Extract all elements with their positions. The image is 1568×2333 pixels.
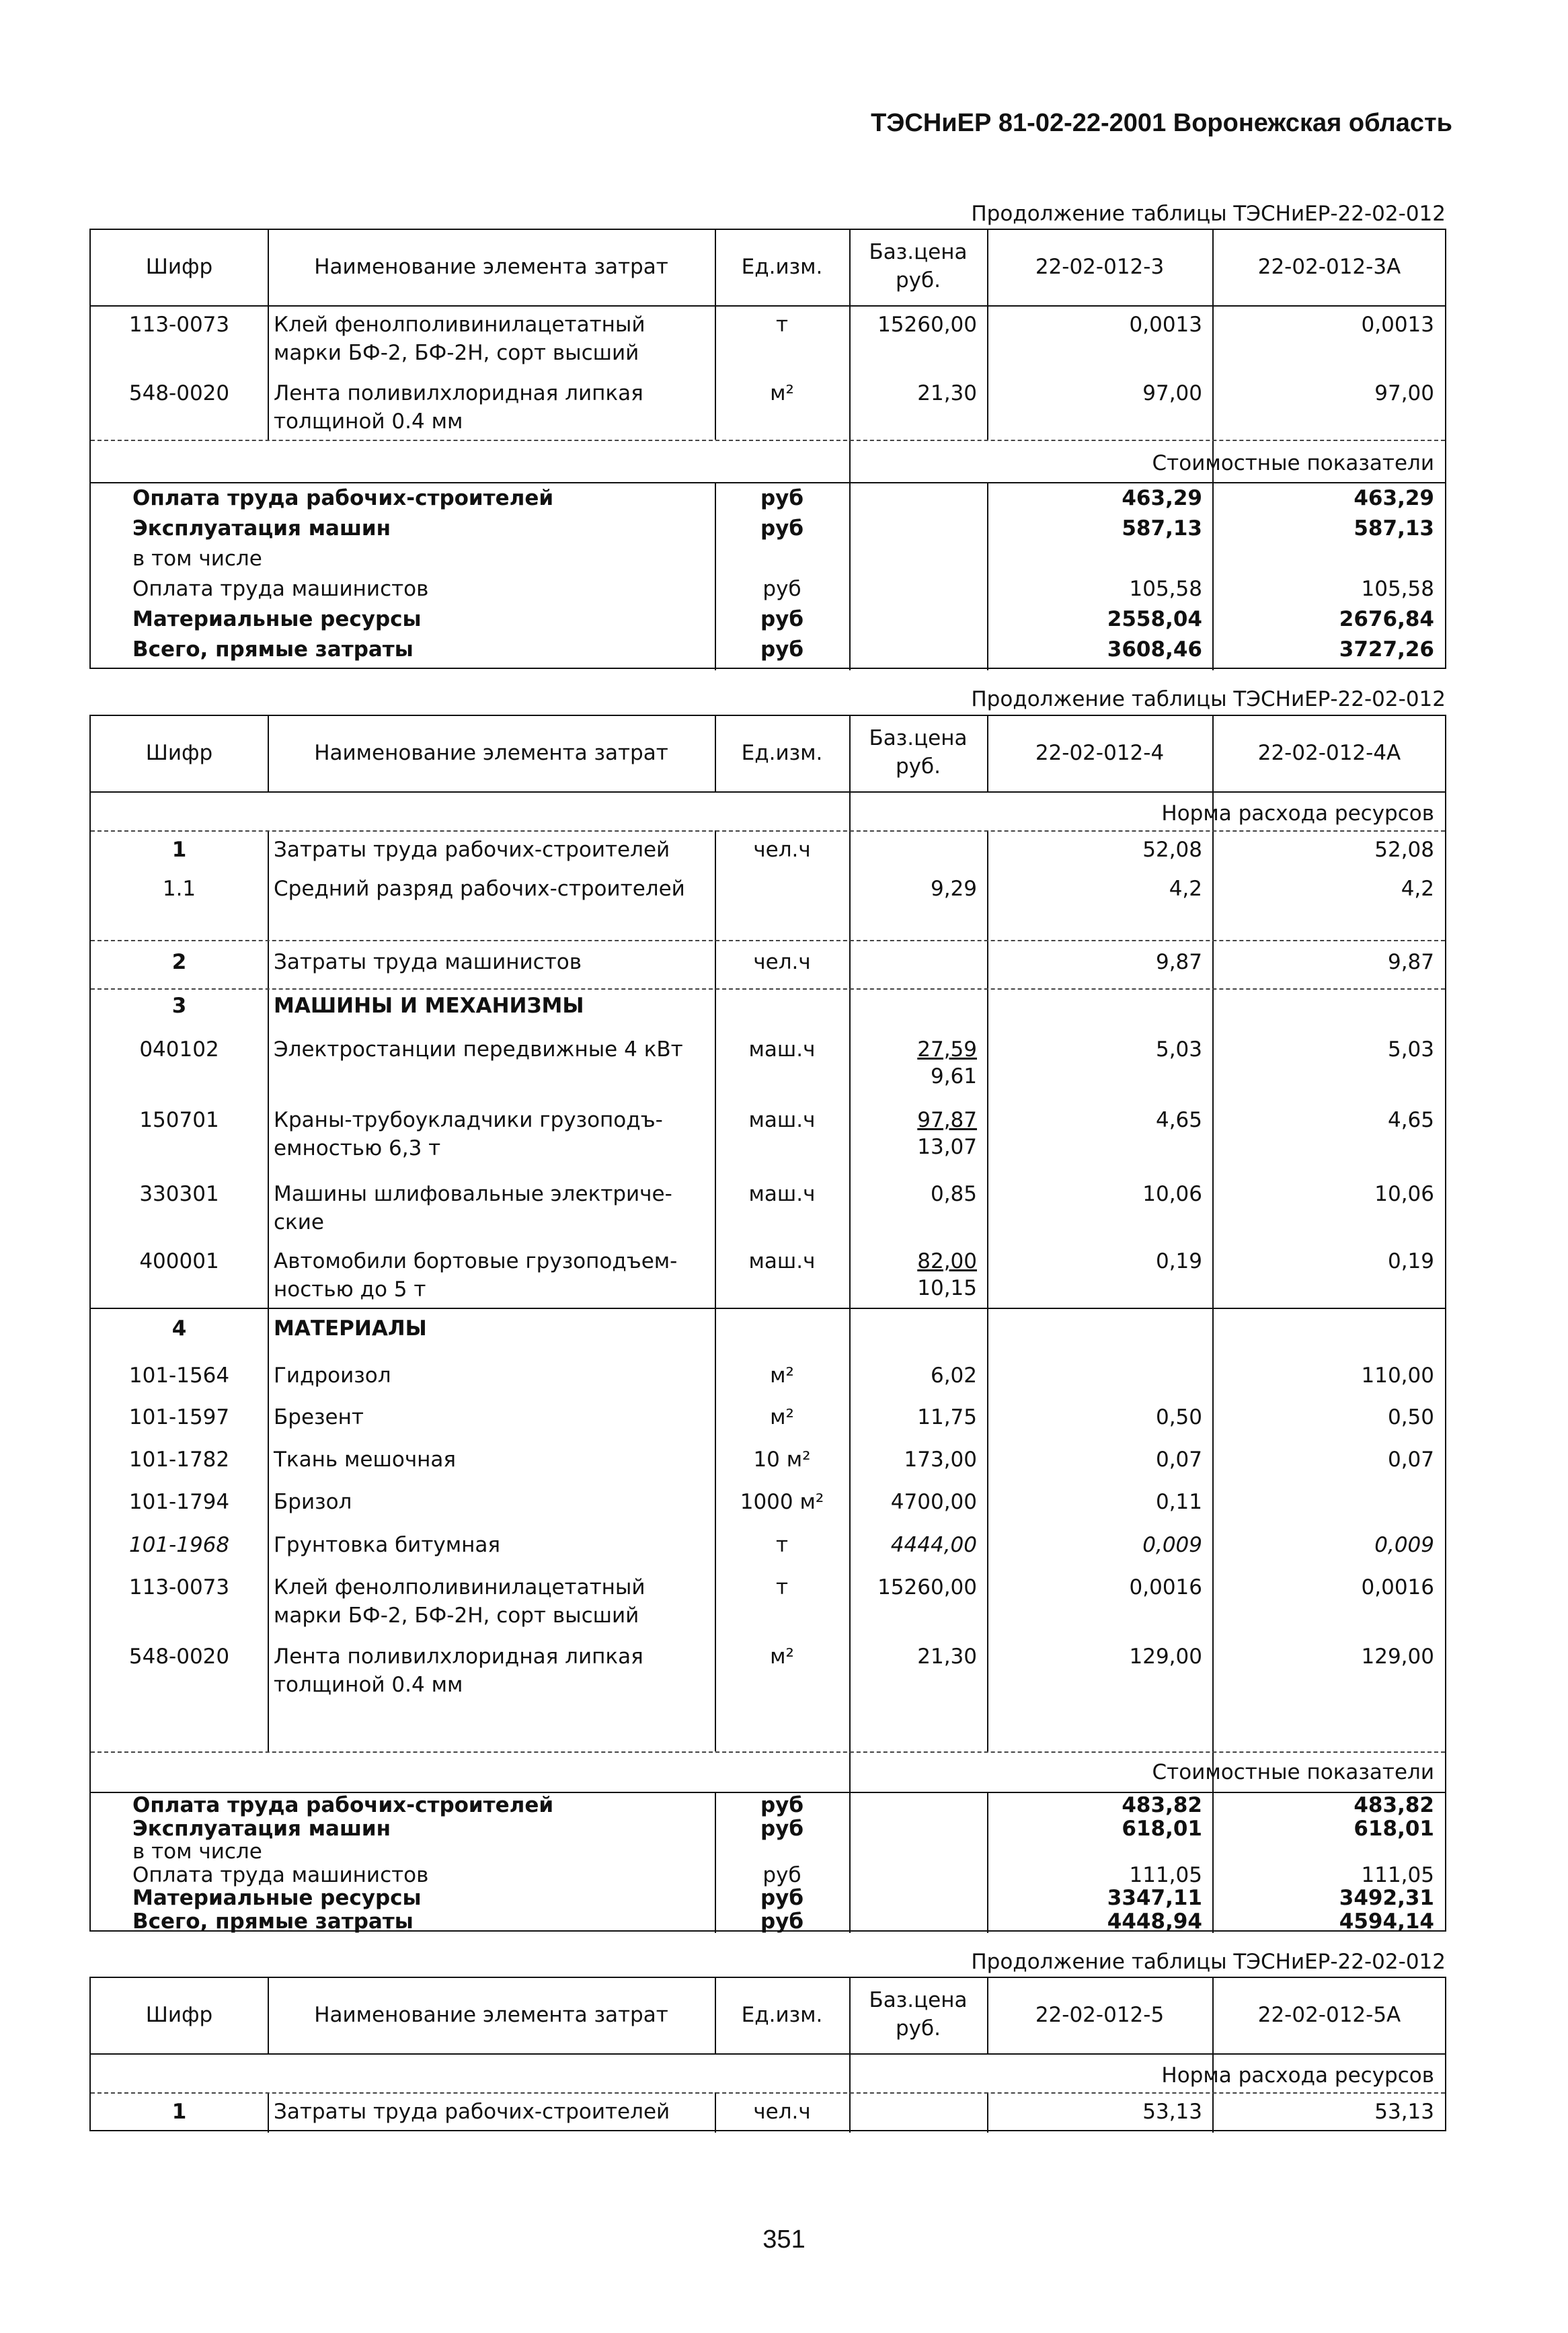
cost-value-b: 3492,31 — [1339, 1886, 1434, 1910]
cost-value-a: 463,29 — [1122, 486, 1202, 510]
row-code: 101-1782 — [128, 1448, 230, 1472]
col-header-code: Шифр — [145, 2003, 213, 2027]
row-name: Электростанции передвижные 4 кВт — [274, 1037, 683, 1062]
row-value-a: 0,19 — [1155, 1249, 1202, 1273]
cost-value-a: 111,05 — [1129, 1863, 1202, 1887]
cost-header: Стоимостные показатели — [1152, 451, 1434, 475]
cost-unit: руб — [760, 1793, 804, 1817]
row-name: Клей фенолполивинилацетатный марки БФ-2, БФ-2Н, сорт высший — [274, 1575, 645, 1628]
row-code: 330301 — [139, 1182, 219, 1206]
row-unit: м² — [770, 1645, 794, 1669]
cost-value-b: 618,01 — [1354, 1817, 1434, 1841]
row-name: Ткань мешочная — [274, 1448, 457, 1472]
row-price: 4700,00 — [890, 1490, 977, 1514]
cost-name: Оплата труда рабочих-строителей — [132, 1793, 554, 1817]
row-code: 101-1968 — [128, 1533, 230, 1557]
row-code: 1.1 — [162, 877, 196, 901]
row-code: 2 — [171, 950, 187, 974]
col-header-name: Наименование элемента затрат — [314, 2003, 668, 2027]
col-header-unit: Ед.изм. — [741, 255, 823, 279]
row-value-b: 52,08 — [1374, 838, 1434, 862]
cost-value-b: 463,29 — [1354, 486, 1434, 510]
cost-value-a: 483,82 — [1122, 1793, 1202, 1817]
row-code: 548-0020 — [128, 1645, 230, 1669]
cost-name: Материальные ресурсы — [132, 607, 422, 631]
row-value-a: 9,87 — [1155, 950, 1202, 974]
row-name: Автомобили бортовые грузоподъем- ностью до 5 т — [274, 1249, 678, 1302]
cost-value-a: 105,58 — [1129, 577, 1202, 601]
row-value-a: 0,07 — [1155, 1448, 1202, 1472]
col-header-a: 22-02-012-3 — [1035, 255, 1165, 279]
cost-value-b: 587,13 — [1354, 516, 1434, 541]
row-price: 97,87 — [917, 1108, 977, 1132]
row-value-b: 0,07 — [1387, 1448, 1434, 1472]
norm-header: Норма расхода ресурсов — [1161, 801, 1434, 826]
table-1: Шифр Наименование элемента затрат Ед.изм. Баз.цена руб. 22-02-012-3 22-02-012-3А 113-0073 Клей фенолполивинилацетатный марки БФ-2, БФ-2Н, сорт высший т 15260,00 0,0013 0,0013 548-0020 Лента поливилхлоридная липкая толщиной 0.4 мм м² 21,30 97,00 97,00 Стоимостные показатели Оплата труда рабочих-строителей руб 463,29 463,29 Эксплуатация машин руб 587,13 587,13 в том числе Оплата труда машинистов руб 105,58 105,58 Материальные ресурсы руб 2558,04 2676,84 Всего, прямые затраты руб 3608,46 3727,26 — [89, 229, 1446, 669]
cost-unit: руб — [760, 1817, 804, 1841]
row-value-a: 0,009 — [1142, 1533, 1202, 1557]
row-value-a: 10,06 — [1142, 1182, 1202, 1206]
page-number: 351 — [762, 2225, 806, 2254]
row-value-b: 9,87 — [1387, 950, 1434, 974]
row-name: Машины шлифовальные электриче- ские — [274, 1182, 672, 1234]
col-header-unit: Ед.изм. — [741, 741, 823, 765]
cost-value-b: 483,82 — [1354, 1793, 1434, 1817]
cost-name: Всего, прямые затраты — [132, 637, 414, 662]
cost-name: Материальные ресурсы — [132, 1886, 422, 1910]
row-price: 6,02 — [930, 1363, 977, 1388]
row-unit: чел.ч — [753, 950, 811, 974]
row-value-a: 0,50 — [1155, 1405, 1202, 1429]
cost-name: в том числе — [132, 1840, 262, 1864]
row-value-b: 110,00 — [1361, 1363, 1434, 1388]
cost-value-a: 618,01 — [1122, 1817, 1202, 1841]
col-header-price: Баз.цена руб. — [869, 1988, 968, 2041]
cost-name: Всего, прямые затраты — [132, 1909, 414, 1934]
row-value-a: 5,03 — [1155, 1037, 1202, 1062]
table-2 — [89, 715, 1446, 1932]
row-unit: маш.ч — [748, 1182, 816, 1206]
row-name: Средний разряд рабочих-строителей — [274, 877, 685, 901]
row-value-a: 4,65 — [1155, 1108, 1202, 1132]
row-code: 040102 — [139, 1037, 219, 1062]
row-code: 101-1564 — [128, 1363, 230, 1388]
row-unit: маш.ч — [748, 1249, 816, 1273]
row-code: 101-1794 — [128, 1490, 230, 1514]
row-price: 27,59 — [917, 1037, 977, 1062]
row-value-b: 129,00 — [1361, 1645, 1434, 1669]
cost-value-a: 2558,04 — [1107, 607, 1202, 631]
row-code: 1 — [171, 838, 187, 862]
row-name: Гидроизол — [274, 1363, 391, 1388]
row-value-b: 0,009 — [1374, 1533, 1434, 1557]
row-value-b: 4,65 — [1387, 1108, 1434, 1132]
col-header-price: Баз.цена руб. — [869, 240, 968, 292]
table-caption: Продолжение таблицы ТЭСНиЕР-22-02-012 — [971, 202, 1446, 226]
row-value-b: 10,06 — [1374, 1182, 1434, 1206]
cost-value-b: 105,58 — [1361, 577, 1434, 601]
cost-value-b: 3727,26 — [1339, 637, 1434, 662]
row-name: МАТЕРИАЛЫ — [274, 1316, 427, 1341]
row-code: 3 — [171, 994, 187, 1018]
row-code: 4 — [171, 1316, 187, 1341]
row-unit: чел.ч — [753, 838, 811, 862]
col-header-unit: Ед.изм. — [741, 2003, 823, 2027]
col-header-code: Шифр — [145, 741, 213, 765]
col-header-a: 22-02-012-4 — [1035, 741, 1165, 765]
row-unit: маш.ч — [748, 1108, 816, 1132]
row-price: 173,00 — [904, 1448, 977, 1472]
row-value-b: 0,0016 — [1361, 1575, 1434, 1599]
cost-value-b: 111,05 — [1361, 1863, 1434, 1887]
col-header-code: Шифр — [145, 255, 213, 279]
cost-value-a: 587,13 — [1122, 516, 1202, 541]
cost-value-a: 4448,94 — [1107, 1909, 1202, 1934]
col-header-b: 22-02-012-4А — [1257, 741, 1401, 765]
row-value-a: 0,0016 — [1129, 1575, 1202, 1599]
row-price-machinist: 10,15 — [917, 1276, 977, 1300]
row-value-b: 0,50 — [1387, 1405, 1434, 1429]
col-header-b: 22-02-012-5А — [1257, 2003, 1401, 2027]
page-header-title: ТЭСНиЕР 81-02-22-2001 Воронежская область — [871, 109, 1452, 137]
row-value-a: 0,11 — [1155, 1490, 1202, 1514]
row-price: 4444,00 — [890, 1533, 977, 1557]
col-header-a: 22-02-012-5 — [1035, 2003, 1165, 2027]
row-unit: м² — [770, 1405, 794, 1429]
cost-unit: руб — [760, 637, 804, 662]
cost-name: Оплата труда машинистов — [132, 577, 429, 601]
cost-unit: руб — [762, 577, 801, 601]
norm-header: Норма расхода ресурсов — [1161, 2063, 1434, 2088]
cost-value-a: 3347,11 — [1107, 1886, 1202, 1910]
table-3: Шифр Наименование элемента затрат Ед.изм. Баз.цена руб. 22-02-012-5 22-02-012-5А Норма расхода ресурсов 1 Затраты труда рабочих-строителей чел.ч 53,13 53,13 — [89, 1977, 1446, 2131]
row-code: 150701 — [139, 1108, 219, 1132]
cost-unit: руб — [760, 1909, 804, 1934]
row-unit: 10 м² — [753, 1448, 811, 1472]
cost-unit: руб — [760, 607, 804, 631]
row-unit: т — [775, 1575, 789, 1599]
row-price: 21,30 — [917, 1645, 977, 1669]
row-name: Затраты труда рабочих-строителей — [274, 838, 670, 862]
row-code: 101-1597 — [128, 1405, 230, 1429]
row-name: Бризол — [274, 1490, 352, 1514]
cost-unit: руб — [760, 1886, 804, 1910]
row-value-b: 5,03 — [1387, 1037, 1434, 1062]
row-value-a: 4,2 — [1169, 877, 1202, 901]
row-code: 113-0073 — [128, 1575, 230, 1599]
row-name: МАШИНЫ И МЕХАНИЗМЫ — [274, 994, 584, 1018]
row-unit: м² — [770, 1363, 794, 1388]
row-price: 82,00 — [917, 1249, 977, 1273]
cost-value-a: 3608,46 — [1107, 637, 1202, 662]
cost-unit: руб — [762, 1863, 801, 1887]
cost-unit: руб — [760, 486, 804, 510]
row-value-b: 0,19 — [1387, 1249, 1434, 1273]
row-unit: маш.ч — [748, 1037, 816, 1062]
table-caption: Продолжение таблицы ТЭСНиЕР-22-02-012 — [971, 1950, 1446, 1974]
cost-name: Оплата труда рабочих-строителей — [132, 486, 554, 510]
row-name: Грунтовка битумная — [274, 1533, 501, 1557]
row-value-a: 129,00 — [1129, 1645, 1202, 1669]
cost-header: Стоимостные показатели — [1152, 1760, 1434, 1784]
row-code: 400001 — [139, 1249, 219, 1273]
row-price-machinist: 9,61 — [930, 1064, 977, 1089]
cost-value-b: 4594,14 — [1339, 1909, 1434, 1934]
row-price: 9,29 — [930, 877, 977, 901]
cost-value-b: 2676,84 — [1339, 607, 1434, 631]
col-header-price: Баз.цена руб. — [869, 726, 968, 779]
cost-unit: руб — [760, 516, 804, 541]
row-name: Затраты труда машинистов — [274, 950, 582, 974]
row-price-machinist: 13,07 — [917, 1135, 977, 1159]
row-price: 11,75 — [917, 1405, 977, 1429]
row-name: Краны-трубоукладчики грузоподъ- емностью 6,3 т — [274, 1108, 663, 1160]
cost-name: Эксплуатация машин — [132, 516, 391, 541]
cost-name: Оплата труда машинистов — [132, 1863, 429, 1887]
cost-name: в том числе — [132, 547, 262, 571]
row-price: 0,85 — [930, 1182, 977, 1206]
row-unit: 1000 м² — [740, 1490, 824, 1514]
row-price: 15260,00 — [877, 1575, 977, 1599]
col-header-name: Наименование элемента затрат — [314, 255, 668, 279]
table-caption: Продолжение таблицы ТЭСНиЕР-22-02-012 — [971, 687, 1446, 711]
cost-name: Эксплуатация машин — [132, 1817, 391, 1841]
row-value-a: 52,08 — [1142, 838, 1202, 862]
row-name: Лента поливилхлоридная липкая толщиной 0.4 мм — [274, 1645, 643, 1697]
col-header-name: Наименование элемента затрат — [314, 741, 668, 765]
col-header-b: 22-02-012-3А — [1257, 255, 1401, 279]
row-unit: т — [775, 1533, 789, 1557]
row-name: Брезент — [274, 1405, 364, 1429]
row-value-b: 4,2 — [1401, 877, 1434, 901]
